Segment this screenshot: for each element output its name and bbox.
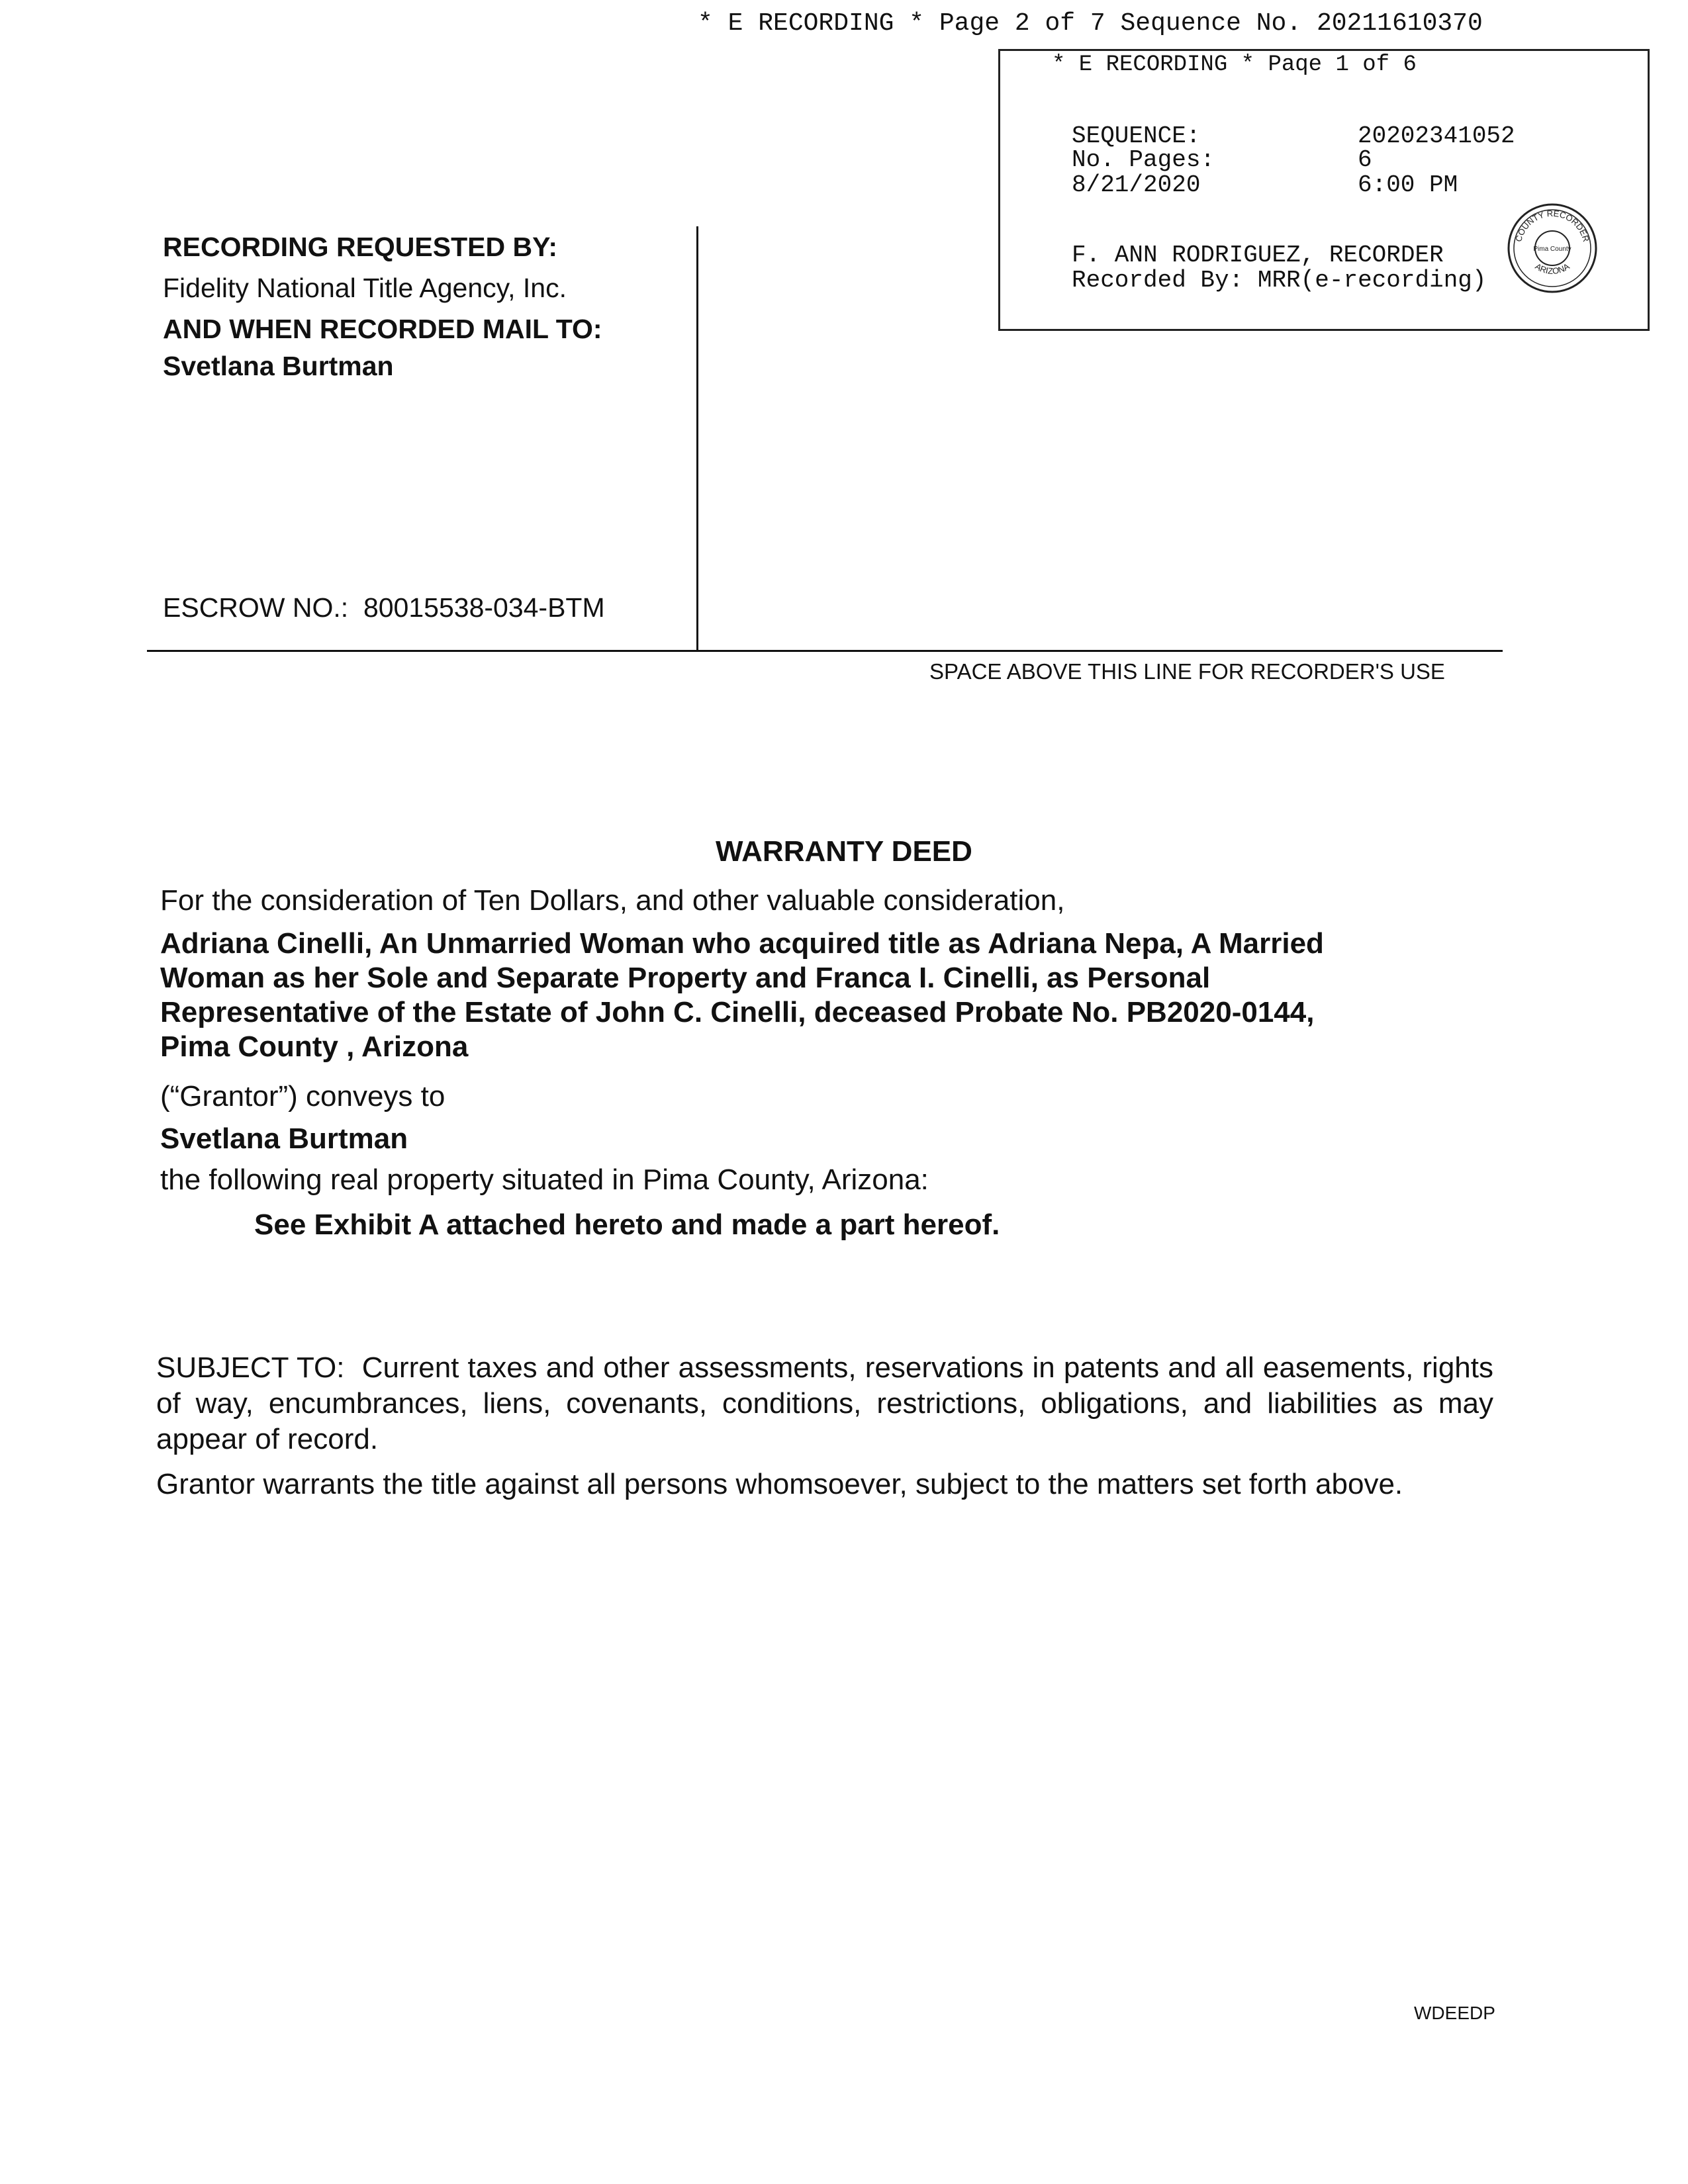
sequence-value: 20202341052	[1358, 122, 1515, 150]
grantor-line: Adriana Cinelli, An Unmarried Woman who acquired title as Adriana Nepa, A Married	[160, 927, 1324, 960]
recorder-stamp-box	[998, 49, 1650, 331]
header-divider-vertical	[696, 226, 698, 651]
consideration-text: For the consideration of Ten Dollars, and other valuable consideration,	[160, 884, 1065, 917]
sequence-label: SEQUENCE:	[1072, 122, 1201, 150]
svg-text:ARIZONA	[1533, 261, 1571, 277]
subject-to-paragraph: SUBJECT TO: Current taxes and other assessments, reservations in patents and all easements, rights of way, encumbrances, liens, covenants, conditions, restrictions, obligations, and liabilities as may appear of record.	[156, 1351, 1502, 1455]
property-location-text: the following real property situated in Pima County, Arizona:	[160, 1163, 929, 1196]
pages-label: No. Pages:	[1072, 146, 1215, 173]
recorded-by: Recorded By: MRR(e-recording)	[1072, 267, 1487, 294]
requested-by-label: RECORDING REQUESTED BY:	[163, 232, 558, 262]
recorder-name: F. ANN RODRIGUEZ, RECORDER	[1072, 242, 1444, 269]
grantor-names	[160, 927, 1484, 1064]
pages-value: 6	[1358, 146, 1372, 173]
seal-bottom-text: ARIZONA	[1533, 261, 1571, 277]
grantor-line: Representative of the Estate of John C. Cinelli, deceased Probate No. PB2020-0144,	[160, 996, 1315, 1028]
form-code: WDEEDP	[1414, 2003, 1495, 2023]
grantor-line: Pima County , Arizona	[160, 1030, 469, 1063]
seal-top-text: COUNTY RECORDER	[1513, 208, 1591, 243]
document-title: WARRANTY DEED	[716, 835, 972, 868]
escrow-number: ESCROW NO.: 80015538-034-BTM	[163, 592, 605, 623]
recorder-space-note: SPACE ABOVE THIS LINE FOR RECORDER'S USE	[929, 659, 1445, 684]
grantor-line: Woman as her Sole and Separate Property and Franca I. Cinelli, as Personal	[160, 962, 1211, 994]
grantee-name: Svetlana Burtman	[160, 1122, 408, 1155]
recording-date: 8/21/2020	[1072, 171, 1201, 199]
mail-to-label: AND WHEN RECORDED MAIL TO:	[163, 314, 602, 344]
exhibit-reference: See Exhibit A attached hereto and made a part hereof.	[254, 1208, 1000, 1241]
recorder-space-line	[147, 650, 1503, 652]
requested-by-value: Fidelity National Title Agency, Inc.	[163, 273, 567, 303]
recording-time: 6:00 PM	[1358, 171, 1458, 199]
county-seal-icon	[1506, 202, 1599, 295]
mail-to-value: Svetlana Burtman	[163, 351, 394, 381]
stamp-title: * E RECORDING * Paqe 1 of 6	[1052, 52, 1417, 77]
warranty-paragraph: Grantor warrants the title against all persons whomsoever, subject to the matters set forth above.	[156, 1468, 1403, 1500]
recording-header-line: * E RECORDING * Page 2 of 7 Sequence No. 20211610370	[698, 9, 1483, 38]
seal-center-text: Pima County	[1533, 246, 1571, 253]
grantor-conveys-text: (“Grantor”) conveys to	[160, 1080, 445, 1113]
